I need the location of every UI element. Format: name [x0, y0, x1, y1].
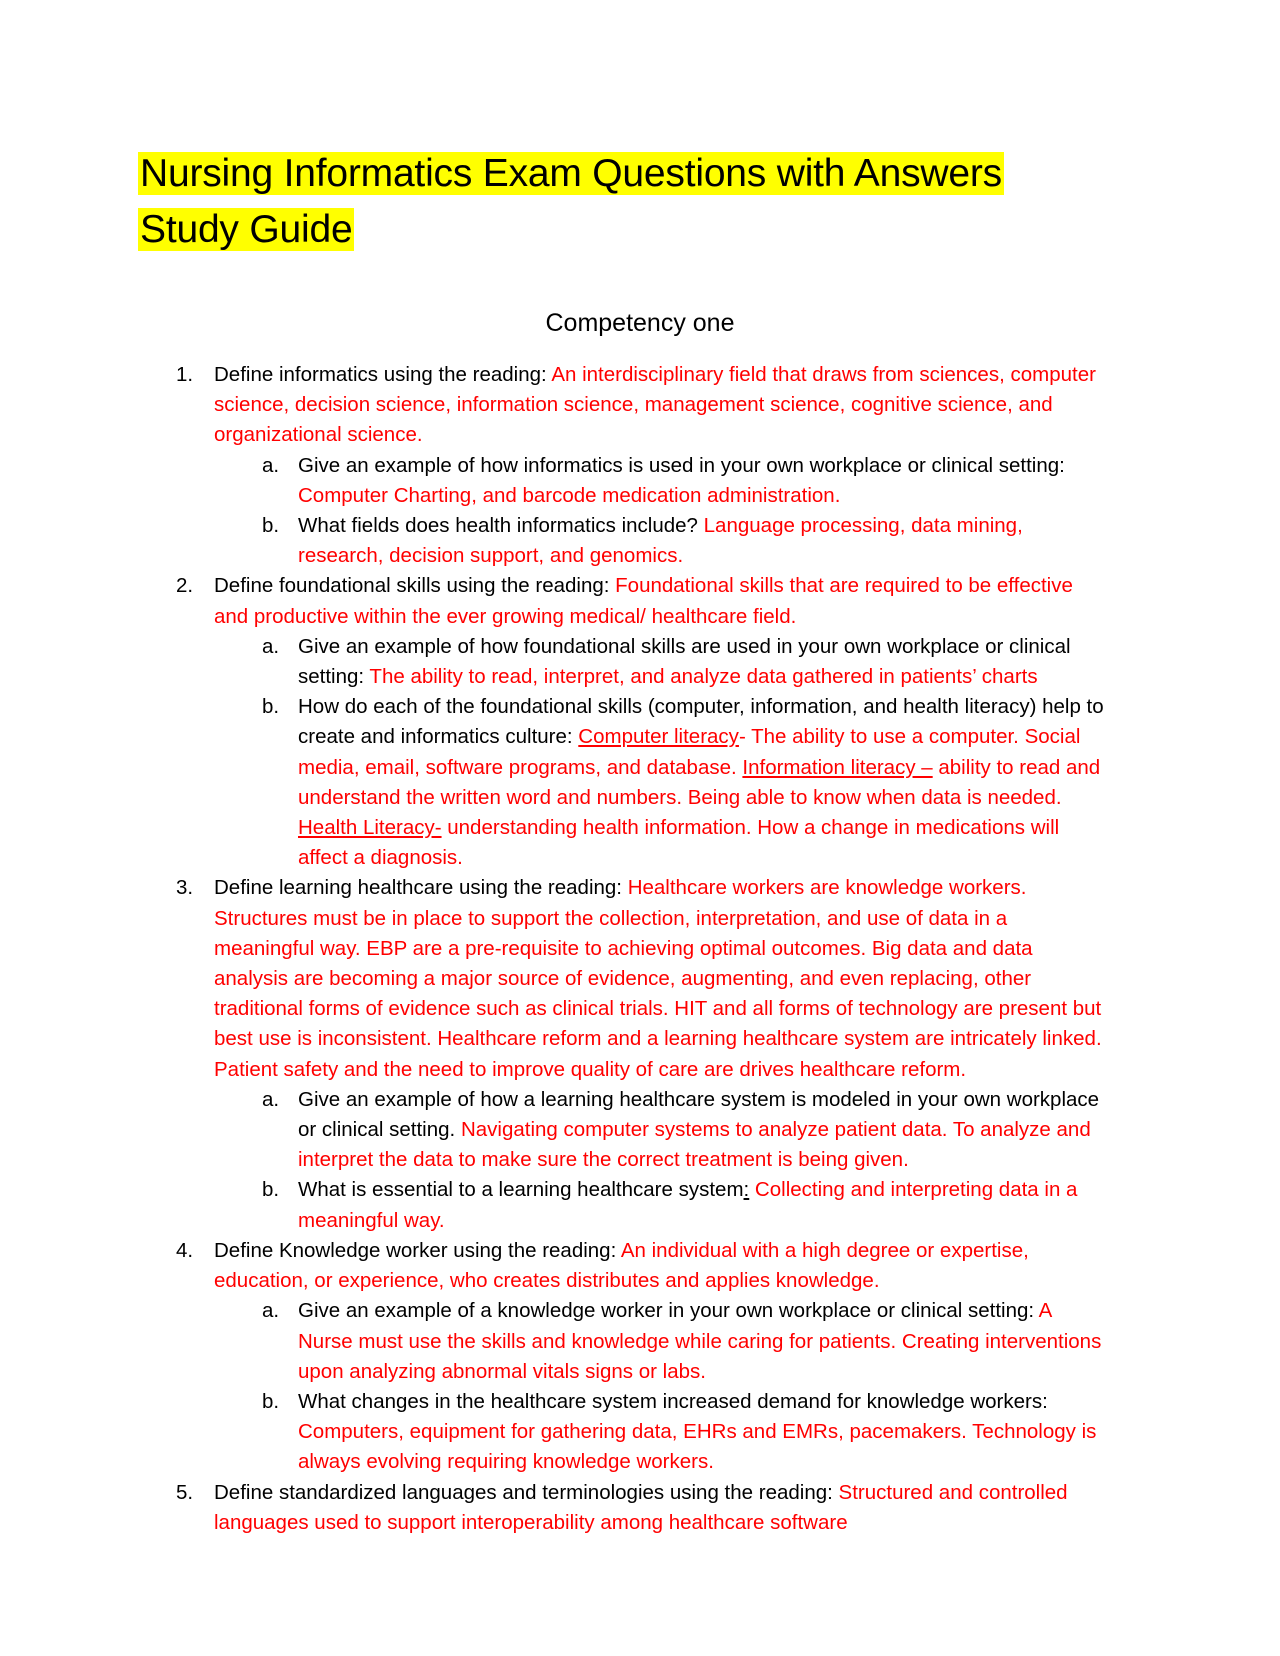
- sub-question-item: [176, 511, 1106, 571]
- sub-question-item: [176, 1085, 1106, 1176]
- sub-question-item: [176, 692, 1106, 873]
- health-literacy-text: understanding health information. How a change in medications will affect a diagnosis.: [298, 816, 1060, 870]
- sub-question-item: [176, 451, 1106, 511]
- sub-question-letter: a.: [262, 634, 280, 658]
- question-list: [176, 360, 1106, 1538]
- sub-question-text: Give an example of a knowledge worker in your own workplace or clinical setting:: [298, 1299, 1039, 1323]
- question-text: Define Knowledge worker using the reading:: [214, 1238, 621, 1262]
- information-literacy-label: Information literacy –: [742, 755, 933, 779]
- sub-question-text: Give an example of how foundational skills are used in your own workplace or clinical setting:: [298, 634, 1071, 689]
- title-line-2: Study Guide: [140, 208, 353, 251]
- question-text: Define foundational skills using the reading:: [214, 574, 616, 598]
- question-item: [176, 360, 1106, 451]
- sub-answer-text: Navigating computer systems to analyze patient data. To analyze and interpret the data to make sure the correct treatment is being given.: [298, 1118, 1091, 1172]
- health-literacy-label: Health Literacy-: [298, 816, 442, 840]
- sub-question-text: Give an example of how informatics is used in your own workplace or clinical setting:: [298, 453, 1065, 477]
- information-literacy-text: ability to read and understand the written word and numbers. Being able to know when data is needed.: [298, 755, 1101, 809]
- sub-answer-text: Computer Charting, and barcode medication administration.: [298, 483, 841, 507]
- question-number: 5.: [176, 1480, 194, 1504]
- sub-question-text: How do each of the foundational skills (computer, information, and health literacy) help to create and informatics culture:: [298, 695, 1104, 749]
- computer-literacy-text: - The ability to use a computer. Social media, email, software programs, and database.: [298, 725, 1081, 779]
- sub-question-text: What fields does health informatics include?: [298, 514, 704, 538]
- sub-question-item: [176, 1296, 1106, 1387]
- question-number: 4.: [176, 1238, 194, 1262]
- sub-answer-text: Computers, equipment for gathering data, EHRs and EMRs, pacemakers. Technology is always evolving requiring knowledge workers.: [298, 1420, 1097, 1474]
- section-heading: Competency one: [545, 309, 735, 337]
- answer-text: An interdisciplinary field that draws from sciences, computer science, decision science, information science, management science, cognitive science, and organizational science.: [214, 363, 1096, 447]
- sub-answer-text: Collecting and interpreting data in a meaningful way.: [298, 1178, 1078, 1232]
- question-text: Define informatics using the reading:: [214, 363, 552, 386]
- question-item: [176, 1236, 1106, 1296]
- question-text: Define learning healthcare using the reading:: [214, 876, 628, 900]
- sub-answer-text: Language processing, data mining, research, decision support, and genomics.: [298, 514, 1023, 568]
- sub-question-letter: b.: [262, 695, 280, 719]
- answer-text: Healthcare workers are knowledge workers. Structures must be in place to support the collection, interpretation, and use of data in a meaningful way. EBP are a pre-requisite to achieving optimal outcomes. Big data and data analysis are becoming a major source of evidence, augmenting, and even replacing, other traditional forms of evidence such as clinical trials. HIT and all forms of technology are present but best use is inconsistent. Healthcare reform and a learning healthcare system are intricately linked. Patient safety and the need to improve quality of care are drives healthcare reform.: [214, 876, 1102, 1081]
- answer-text: An individual with a high degree or expertise, education, or experience, who creates distributes and applies knowledge.: [214, 1238, 1029, 1293]
- answer-text: Structured and controlled languages used to support interoperability among healthcare software: [214, 1480, 1068, 1534]
- question-text: Define standardized languages and terminologies using the reading:: [214, 1480, 839, 1504]
- sub-question-text: What is essential to a learning healthcare system: [298, 1178, 744, 1202]
- question-item: [176, 873, 1106, 1084]
- sub-question-letter: b.: [262, 514, 280, 538]
- question-item: [176, 1478, 1106, 1538]
- sub-answer-text: A Nurse must use the skills and knowledge while caring for patients. Creating interventions upon analyzing abnormal vitals signs or labs.: [298, 1299, 1102, 1383]
- question-item: [176, 571, 1106, 631]
- sub-question-letter: b.: [262, 1389, 280, 1413]
- sub-question-letter: b.: [262, 1178, 280, 1202]
- sub-question-text: Give an example of how a learning healthcare system is modeled in your own workplace or clinical setting.: [298, 1087, 1100, 1142]
- sub-question-item: [176, 632, 1106, 692]
- question-number: 1.: [176, 363, 194, 386]
- sub-question-item: [176, 1387, 1106, 1478]
- answer-text: Foundational skills that are required to be effective and productive within the ever growing medical/ healthcare field.: [214, 574, 1073, 628]
- document-title: [138, 146, 1138, 258]
- sub-question-item: [176, 1175, 1106, 1235]
- sub-answer-text: The ability to read, interpret, and analyze data gathered in patients’ charts: [369, 665, 1038, 689]
- sub-question-letter: a.: [262, 453, 280, 477]
- question-number: 3.: [176, 876, 194, 900]
- sub-question-letter: a.: [262, 1299, 280, 1323]
- question-number: 2.: [176, 574, 194, 598]
- title-line-1: Nursing Informatics Exam Questions with Answers: [140, 152, 1002, 195]
- sub-question-letter: a.: [262, 1087, 280, 1111]
- sub-question-text: What changes in the healthcare system increased demand for knowledge workers:: [298, 1389, 1048, 1413]
- computer-literacy-label: Computer literacy: [578, 725, 739, 749]
- sub-question-colon: :: [743, 1178, 750, 1202]
